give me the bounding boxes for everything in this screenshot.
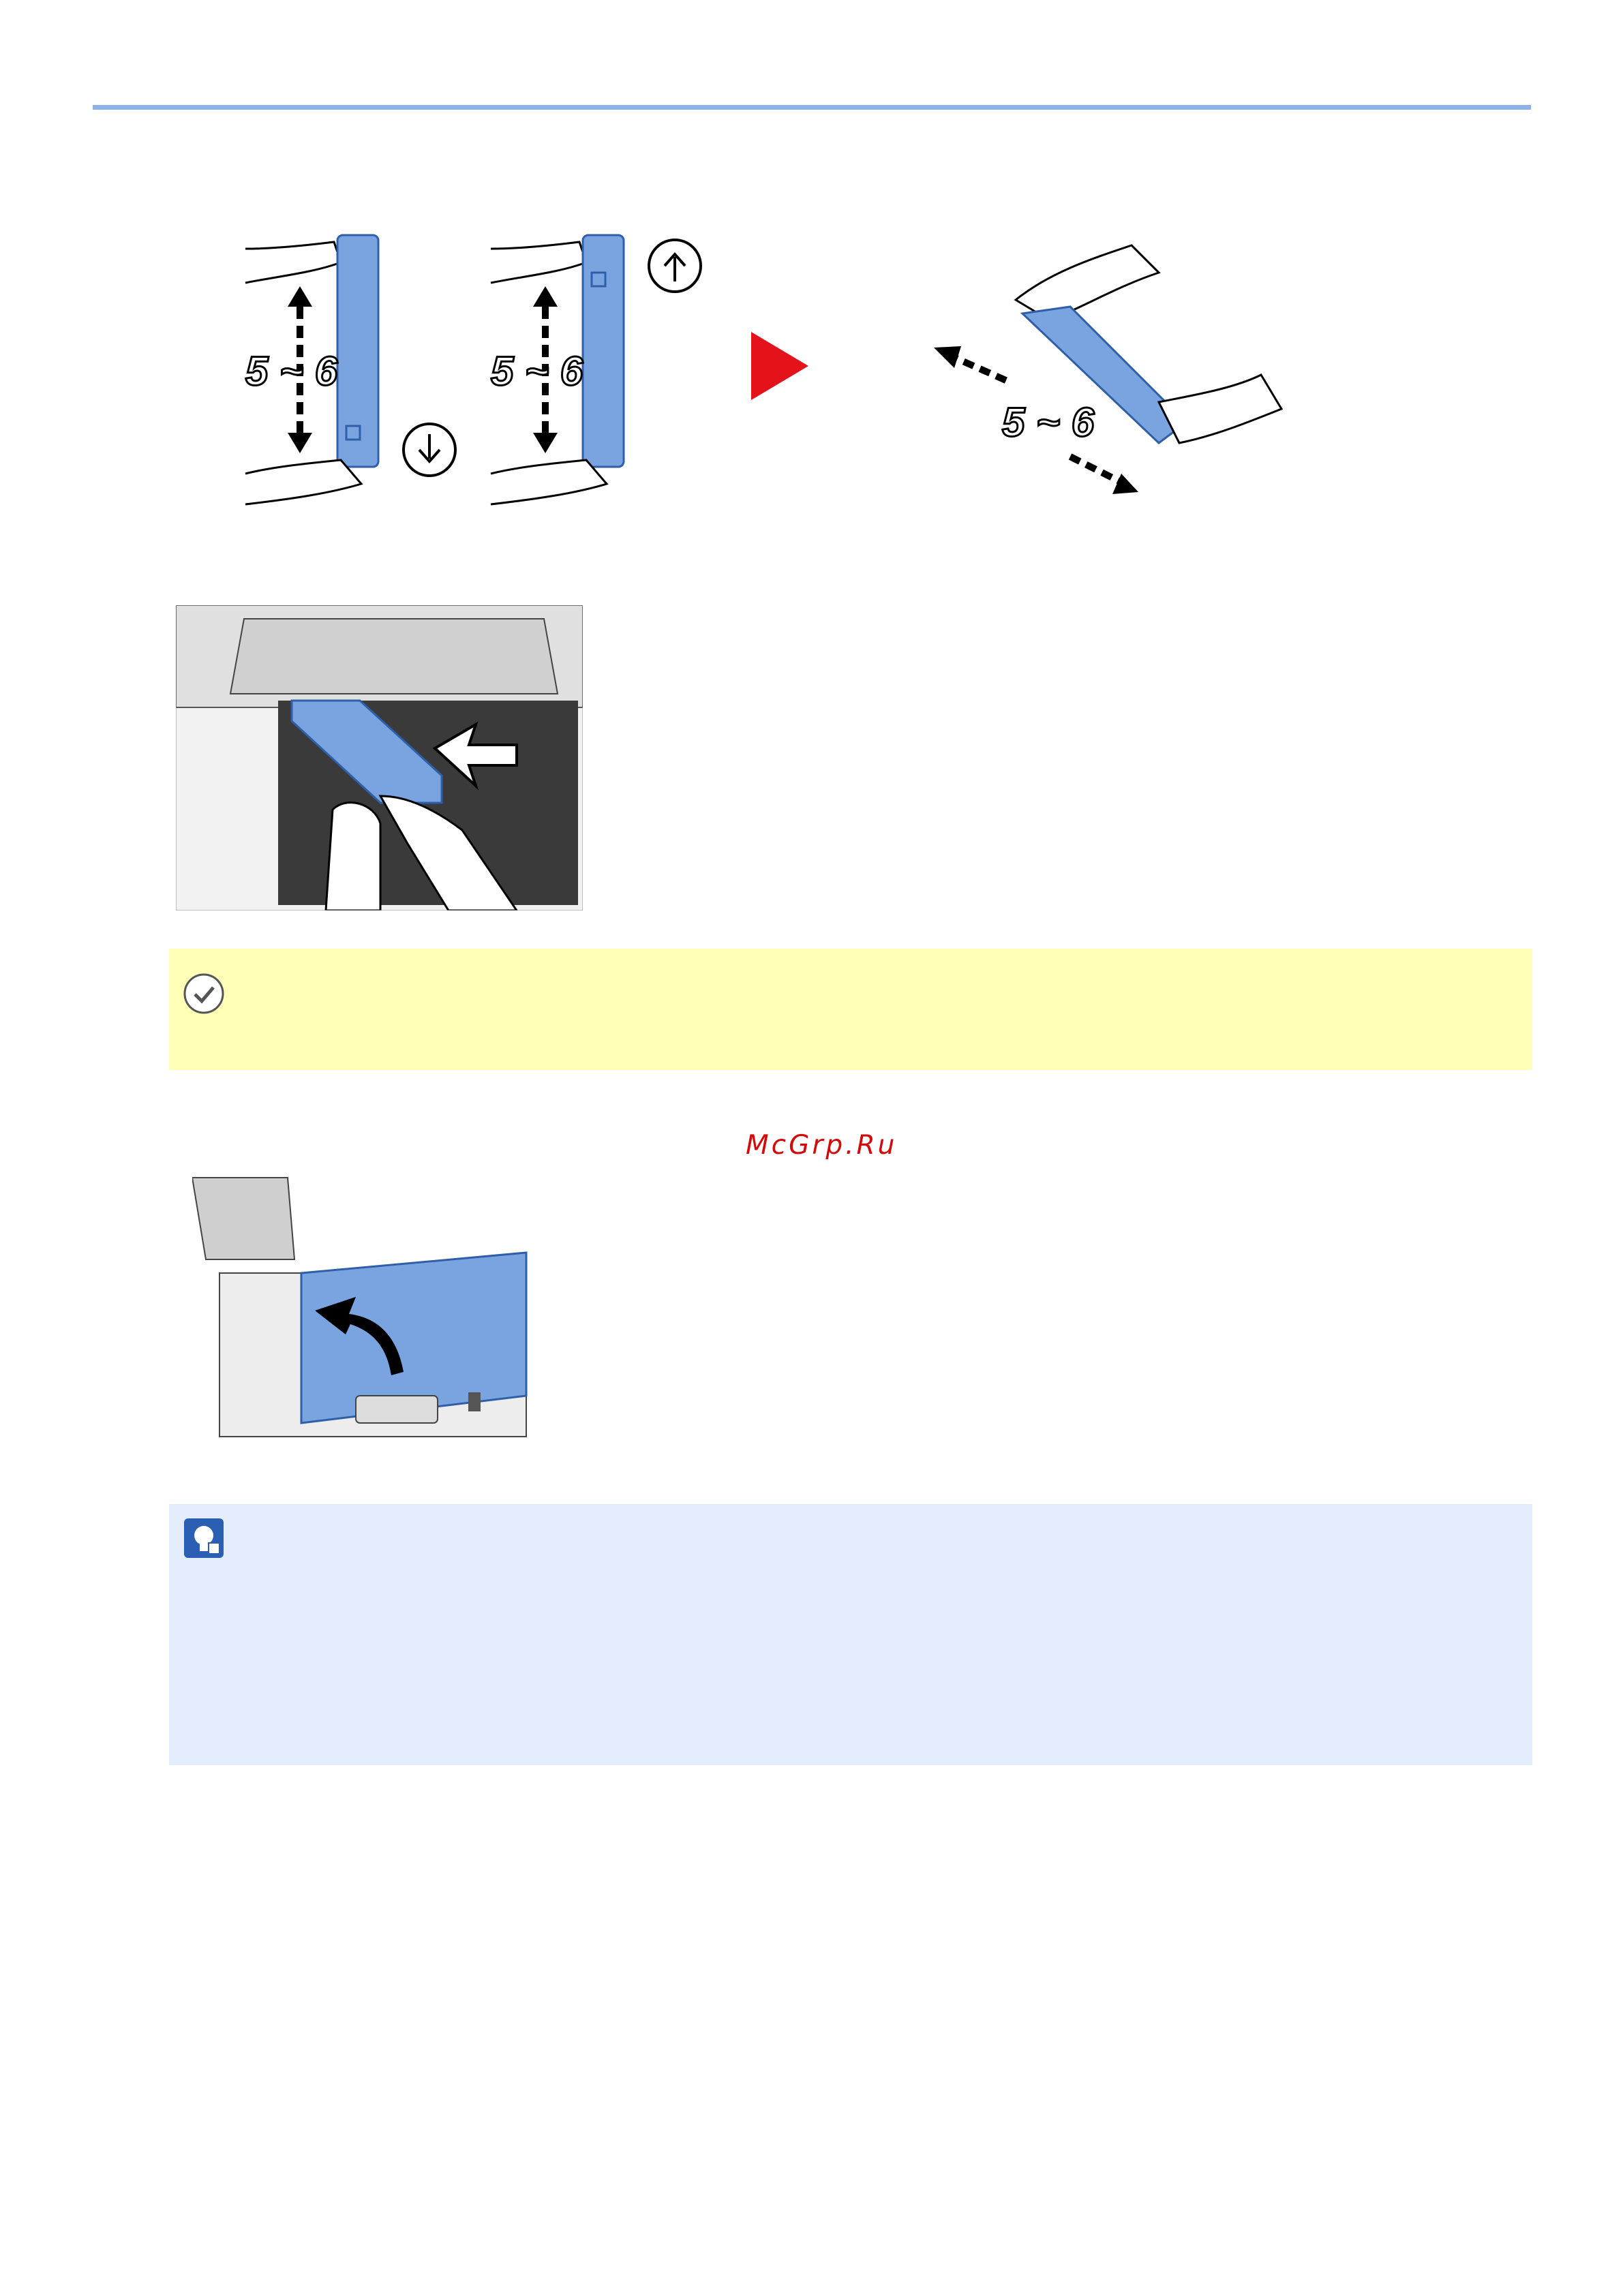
hint-lightbulb-icon [183, 1517, 225, 1559]
check-circle-icon [181, 971, 226, 1016]
shake-count-label-3: 5 ~ 6 [1002, 399, 1095, 445]
shake-panel-1 [245, 235, 455, 504]
red-play-arrow-icon [751, 332, 813, 400]
hint-note-box [169, 1504, 1532, 1765]
shake-count-label-2: 5 ~ 6 [491, 348, 583, 394]
insert-toner-illustration [176, 605, 583, 910]
close-front-cover-illustration [192, 1171, 547, 1471]
header-rule [93, 105, 1531, 110]
shake-horizontal-illustration [934, 232, 1316, 504]
shake-vertical-illustration [232, 215, 723, 515]
check-note-box [169, 949, 1532, 1070]
shake-panel-2 [491, 235, 701, 504]
shake-count-label-1: 5 ~ 6 [245, 348, 338, 394]
watermark: McGrp.Ru [746, 1130, 898, 1161]
